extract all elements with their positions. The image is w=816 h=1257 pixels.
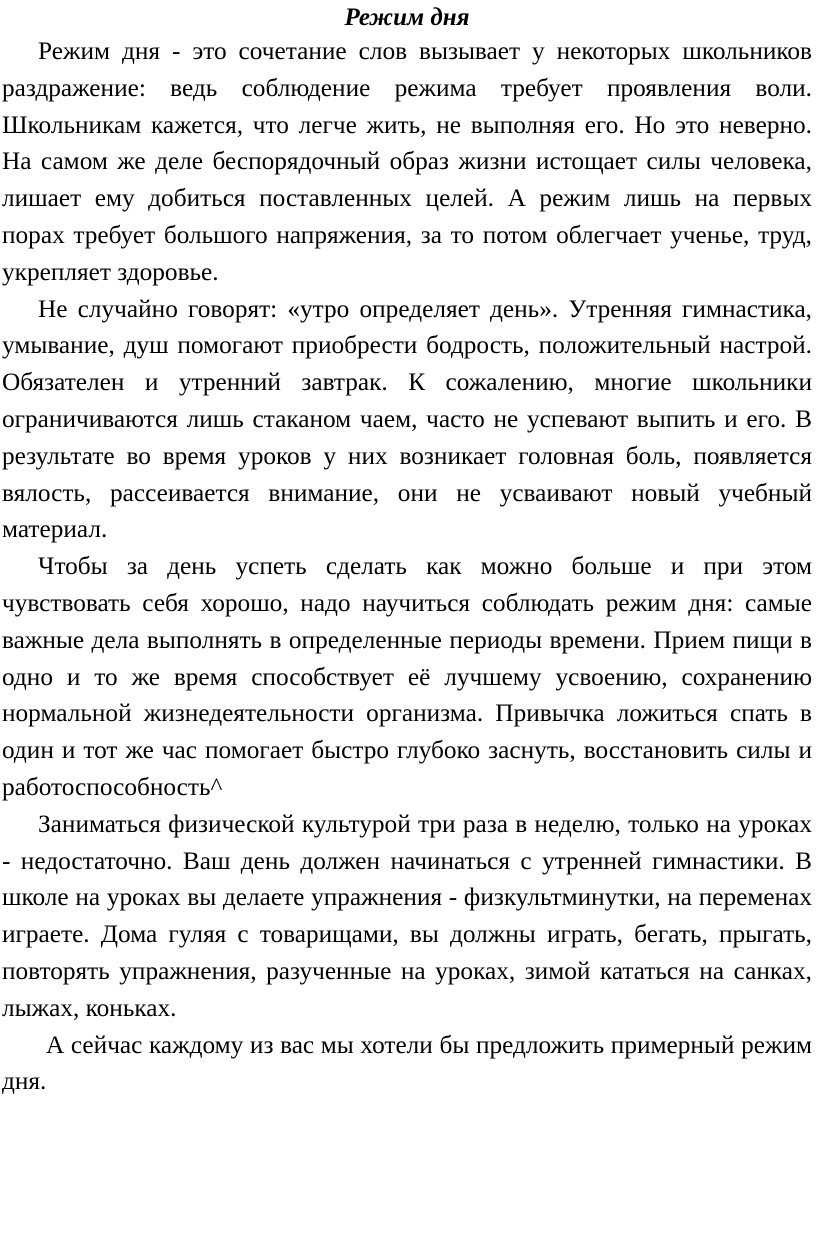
paragraph-2: Не случайно говорят: «утро определяет день». Утренняя гимнастика, умывание, душ помогают приобрести бодрость, положительный настрой. Обязателен и утренний завтрак. К сожалению, многие школьники ограничиваются лишь стаканом чаем, часто не успевают выпить и его. В результате во время уроков у них возникает головная боль, появляется вялость, рассеивается внимание, они не усваивают новый учебный материал. bbox=[2, 294, 812, 544]
paragraph-5: А сейчас каждому из вас мы хотели бы предложить примерный режим дня. bbox=[2, 1030, 812, 1096]
paragraph-4: Заниматься физической культурой три раза в неделю, только на уроках - недостаточно. Ваш день должен начинаться с утренней гимнастики. В школе на уроках вы делаете упражнения - физкультминутки, на переменах играете. Дома гуляя с товарищами, вы должны играть, бегать, прыгать, повторять упражнения, разученные на уроках, зимой кататься на санках, лыжах, коньках. bbox=[2, 809, 812, 1022]
paragraph-1: Режим дня - это сочетание слов вызывает у некоторых школьников раздражение: ведь соблюдение режима требует проявления воли. Школьникам кажется, что легче жить, не выполняя его. Но это неверно. На самом же деле беспорядочный образ жизни истощает силы человека, лишает ему добиться поставленных целей. А режим лишь на первых порах требует большого напряжения, за то потом облегчает ученье, труд, укрепляет здоровье. bbox=[2, 37, 812, 286]
document-title: Режим дня bbox=[344, 4, 470, 31]
paragraph-3: Чтобы за день успеть сделать как можно больше и при этом чувствовать себя хорошо, надо научиться соблюдать режим дня: самые важные дела выполнять в определенные периоды времени. Прием пищи в одно и то же время способствует её лучшему усвоению, сохранению нормальной жизнедеятельности организма. Привычка ложиться спать в один и тот же час помогает быстро глубоко заснуть, восстановить силы и работоспособность^ bbox=[2, 552, 812, 801]
